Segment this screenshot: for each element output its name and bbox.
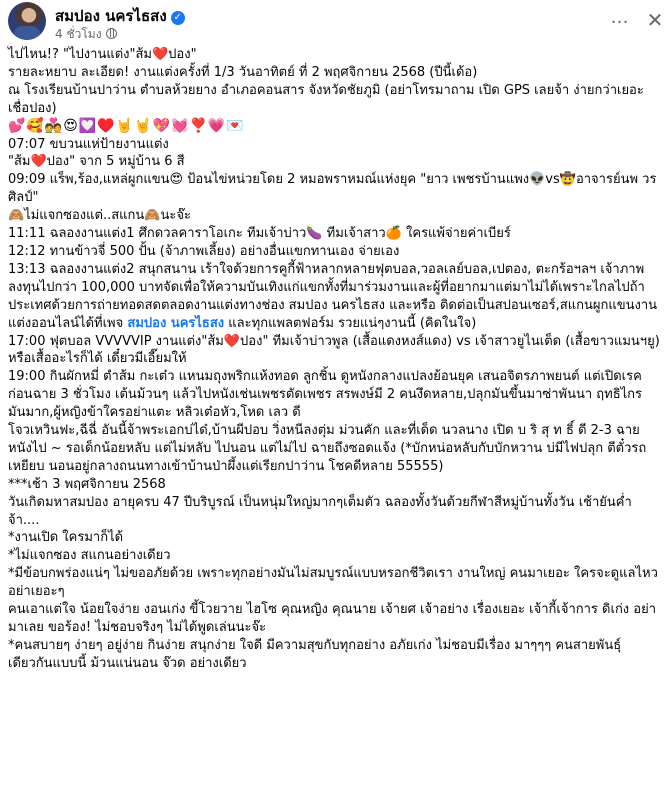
page-link[interactable]: สมปอง นครไธสง bbox=[127, 315, 225, 331]
post-header bbox=[0, 0, 672, 46]
post-line-9: 11:11 ฉลองงานแต่ง1 ศึกดวลคาราโอเกะ ทีมเจ้าบ่าว🍆 ทีมเจ้าสาว🍊 ใครแพ้จ่ายค่าเบียร์ bbox=[8, 226, 511, 242]
post-line-1: ไปไหน!? "ไปงานแต่ง"ส้ม❤️ปอง" bbox=[8, 47, 197, 62]
post-line-3: ณ โรงเรียนบ้านปาว่าน ตำบลห้วยยาง อำเภอคอนสาร จังหวัดชัยภูมิ (อย่าโทรมาถาม เปิด GPS เลยจ้า ง่ายกว่าเยอะ เชื่อปอง) bbox=[8, 82, 644, 116]
more-options-button[interactable]: … bbox=[610, 7, 630, 28]
post-line-10: 12:12 ทานข้าวจี่ 500 ปั้น (จ้าภาพเลี้ยง) อย่างอื่นแขกทานเอง จ่ายเอง bbox=[8, 243, 400, 259]
post-line-15: ***เช้า 3 พฤศจิกายน 2568 bbox=[8, 476, 166, 492]
post-line-11-tail: และทุกแพลตฟอร์ม รวยแน่ๆงานนี้ (คิดในใจ) bbox=[228, 315, 477, 331]
post-line-18: *ไม่แจกซอง สแกนอย่างเดียว bbox=[8, 548, 171, 564]
heart-emoji-row: 💕🥰💑😍💟♥️🤘🤘💖💓❣️💗💌 bbox=[8, 117, 245, 134]
post-line-17: *งานเปิด ใครมาก็ได้ bbox=[8, 530, 124, 546]
post-body bbox=[8, 46, 660, 673]
verified-badge-icon: ✓ bbox=[171, 11, 185, 25]
post-line-8: 🙈ไม่แจกซองแต่..สแกน🙈นะจ๊ะ bbox=[8, 208, 191, 224]
post-line-2: รายละหยาบ ละเอียด! งานแต่งครั้งที่ 1/3 วันอาทิตย์ ที่ 2 พฤศจิกายน 2568 (ปีนี้เด้อ) bbox=[8, 64, 478, 80]
close-button[interactable]: ✕ bbox=[646, 8, 664, 32]
post-line-11 bbox=[8, 261, 660, 333]
post-line-16: วันเกิดมหาสมปอง อายุครบ 47 ปีบริบูรณ์ เป็นหนุ่มใหญ่มากๆเต็มตัว ฉลองทั้งวันด้วยกีฬาสีหมู่บ้านทั้งวัน เช้ายันค่ำจ้า.... bbox=[8, 494, 632, 528]
post-meta bbox=[55, 25, 117, 44]
post-line-21: *คนสบายๆ ง่ายๆ อยู่ง่าย กินง่าย สนุกง่าย ใจดี มีความสุขกับทุกอย่าง อภัยเก่ง ไม่ชอบมีเรื่อง มาๆๆๆ คนสายพันธุ์เดียวกันแบบนี้ ม้วนแน่นอน จ๊วด อย่างเดียว bbox=[8, 637, 622, 671]
post-timestamp[interactable]: 4 ชั่วโมง bbox=[55, 27, 102, 41]
post-line-5: 07:07 ขบวนแห่ป้ายงานแต่ง bbox=[8, 136, 169, 152]
post-line-11-text: 13:13 ฉลองงานแต่ง2 สนุกสนาน เร้าใจด้วยการคูกี้ฟ้าหลากหลายฟุตบอล,วอลเลย์บอล,เปตอง, ตะกร้อฯลฯ เจ้าภาพลงทุนไปกว่า 100,000 บาทจัดเพื่อให้ความบันเทิงแก่แขกทั้งที่มาร่วมงานและผู้ที่อยากมาแต่มาไม่ได้เพราะไกลไปถ้าประเทศด้วยการถ่ายทอดสดตลอดงานแต่งทางช่อง สมปอง นครไธสง และหรือ ติดต่อเป็นสปอนเซอร์,สแกนผูกแขนงานแต่งออนไลน์ได้ที่เพจ bbox=[8, 261, 658, 331]
author-name-text[interactable]: สมปอง นครไธสง bbox=[55, 7, 167, 25]
post-line-14: โจวเหวินฟะ,ฉีฉี่ อันนี้จ้าพระเอกบ่ได๋,บ้านผีปอบ วิ่งหนีลงตุ่ม ม่วนคัก และที่เด็ด นวลนาง เปิด บ ริ สุ ท ธิ์ ดี 2-3 ฉายหนังไป ~ รอเด็กน้อยหลับ แต่ไม่หลับ ไปนอน แต่ไม่ไป ฉายถึงซอดแจ้ง (*บักหน่อหลับกับบักหวาน บ่มีไฟปลุก ตีตั๋วรถเหยียบ นอนอยู่กลางถนนทางเข้าบ้านป่าผึ้งแต่เรียกปาว่าน โชคดีหลาย 55555) bbox=[8, 423, 647, 474]
post-line-13: 19:00 กินผักหมี่ ตำส้ม กะเต๋ว แหนมถุงพริกแห้งทอด ลูกชิ้น ดูหนังกลางแปลงย้อนยุค เสนอจิตรภาพยนต์ แต่เปิดเรคก่อนฉาย 3 ชั่วโมง เต้นม้วนๆ แล้วไปหนังเช่นเพชรตัดเพชร สรพงษ์มี 2 คนงึดหลาย,ปลุกมันขึ้นมาซ่าพันนา ฤทธิไกร มันมาก,ผู้หญิงข้าใครอย่าแตะ หลิวเต๋อหัว,โหด เลว ดี bbox=[8, 369, 643, 421]
post-line-19: *มีข้อบกพร่องแน่ๆ ไม่ขออภัยด้วย เพราะทุกอย่างมันไม่สมบูรณ์แบบหรอกชีวิตเรา งานใหญ่ คนมาเยอะ ใครจะดูแลไหว อย่าเยอะๆ bbox=[8, 566, 658, 600]
avatar-shirt bbox=[14, 26, 40, 40]
post-line-12: 17:00 ฟุตบอล VVVVVIP งานแต่ง"ส้ม❤️ปอง" ทีมเจ้าบ่าวพูล (เสื้อแดงหงส์แดง) vs เจ้าสาวยูไนเต็ด (เสื้อขาวแมนฯยู) หรือเสื้ออะไรก็ได้ เดี๋ยวมีเอี๊ยมให้ bbox=[8, 333, 660, 367]
public-globe-icon bbox=[106, 28, 117, 39]
author-avatar[interactable] bbox=[8, 2, 46, 40]
post-line-7: 09:09 แร็พ,ร้อง,แหล่ผูกแขน😍 ป้อนไข่หน่วยโดย 2 หมอพราหมณ์แห่งยุค "ยาว เพชรบ้านแพง👽vs🤠อาจารย์นพ วรศิลป์" bbox=[8, 172, 657, 206]
post-line-6: "ส้ม❤️ปอง" จาก 5 หมู่บ้าน 6 สี bbox=[8, 154, 185, 170]
post-line-20: คนเอาแต่ใจ น้อยใจง่าย งอนเก่ง ขี้โวยวาย ไฮโซ คุณหญิง คุณนาย เจ้ายศ เจ้าอย่าง เรื่องเยอะ เจ้ากี้เจ้าการ ดิเก่ง อย่ามาเลย ขอร้อง! ไม่ชอบจริงๆ ไม่ได้พูดเล่นนะจ๊ะ bbox=[8, 602, 657, 635]
